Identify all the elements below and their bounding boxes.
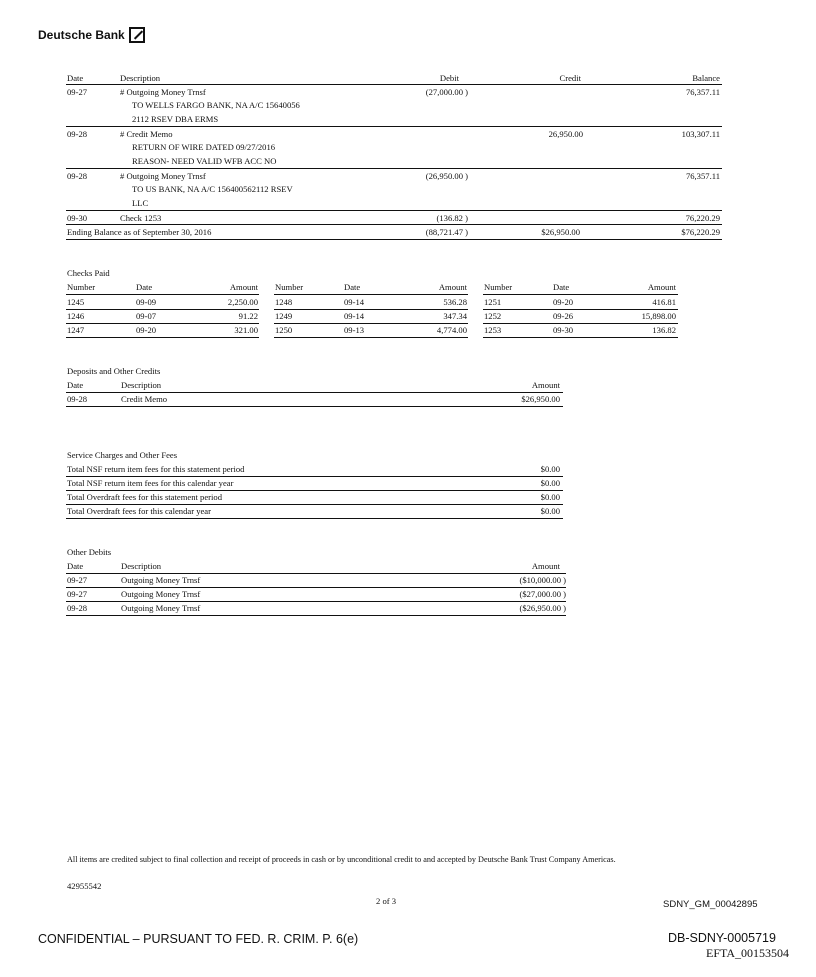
fee-amount: $0.00: [540, 506, 560, 516]
deposits-table: [66, 366, 563, 408]
section-title: Service Charges and Other Fees: [67, 450, 178, 460]
other-debits-table: [66, 547, 566, 617]
check-amount: 15,898.00: [641, 311, 676, 321]
efta-number: EFTA_00153504: [706, 946, 790, 960]
fee-label: Total Overdraft fees for this statement period: [67, 492, 222, 502]
debit-date: 09-28: [67, 603, 88, 613]
tx-debit: (136.82 ): [436, 213, 468, 223]
check-amount: 321.00: [234, 325, 258, 335]
deposit-amount: $26,950.00: [521, 394, 560, 404]
col-description-header: Description: [121, 561, 162, 571]
col-date-header: Date: [553, 282, 570, 292]
ending-debit-total: (88,721.47 ): [425, 227, 468, 237]
section-title: Other Debits: [67, 547, 112, 557]
col-amount-header: Amount: [647, 282, 676, 292]
debit-description: Outgoing Money Trnsf: [121, 589, 201, 599]
col-credit-header: Credit: [559, 73, 581, 83]
col-number-header: Number: [484, 282, 513, 292]
check-amount: 136.82: [652, 325, 676, 335]
debit-amount: ($10,000.00 ): [519, 575, 566, 585]
debit-date: 09-27: [67, 575, 88, 585]
check-number: 1249: [275, 311, 293, 321]
check-amount: 2,250.00: [227, 297, 258, 307]
col-date-header: Date: [136, 282, 153, 292]
check-number: 1247: [67, 325, 85, 335]
col-debit-header: Debit: [439, 73, 459, 83]
check-date: 09-20: [136, 325, 157, 335]
tx-description-detail: TO WELLS FARGO BANK, NA A/C 15640056: [132, 100, 300, 110]
col-date-header: Date: [67, 380, 84, 390]
tx-description: # Credit Memo: [120, 129, 173, 139]
debit-amount: ($27,000.00 ): [519, 589, 566, 599]
deutsche-bank-logo-icon: [129, 27, 145, 43]
disclaimer-note: All items are credited subject to final collection and receipt of proceeds in cash or by unconditional credit to and accepted by Deutsche Bank Trust Company Americas.: [67, 855, 616, 864]
check-amount: 416.81: [652, 297, 676, 307]
check-amount: 347.34: [443, 311, 467, 321]
check-date: 09-30: [553, 325, 574, 335]
debit-amount: ($26,950.00 ): [519, 603, 566, 613]
tx-date: 09-30: [67, 213, 88, 223]
tx-description-detail: RETURN OF WIRE DATED 09/27/2016: [132, 142, 276, 152]
fee-amount: $0.00: [540, 478, 560, 488]
col-balance-header: Balance: [692, 73, 720, 83]
tx-debit: (27,000.00 ): [425, 87, 468, 97]
tx-balance: 76,357.11: [685, 87, 720, 97]
bates-number-gm: SDNY_GM_00042895: [663, 899, 758, 910]
ending-balance-amount: $76,220.29: [681, 227, 720, 237]
col-number-header: Number: [275, 282, 304, 292]
page-number: 2 of 3: [376, 896, 397, 906]
tx-balance: 76,357.11: [685, 171, 720, 181]
check-amount: 91.22: [238, 311, 258, 321]
debit-description: Outgoing Money Trnsf: [121, 575, 201, 585]
check-date: 09-26: [553, 311, 574, 321]
deposit-date: 09-28: [67, 394, 88, 404]
tx-credit: 26,950.00: [548, 129, 583, 139]
check-date: 09-07: [136, 311, 157, 321]
check-number: 1251: [484, 297, 502, 307]
tx-description-detail: REASON- NEED VALID WFB ACC NO: [132, 156, 277, 166]
debit-description: Outgoing Money Trnsf: [121, 603, 201, 613]
check-date: 09-14: [344, 297, 365, 307]
tx-balance: 76,220.29: [685, 213, 720, 223]
transactions-table: [66, 73, 722, 243]
col-number-header: Number: [67, 282, 96, 292]
col-amount-header: Amount: [531, 561, 560, 571]
check-date: 09-14: [344, 311, 365, 321]
confidential-notice: CONFIDENTIAL – PURSUANT TO FED. R. CRIM. P. 6(e): [38, 932, 359, 946]
check-date: 09-09: [136, 297, 157, 307]
check-number: 1246: [67, 311, 85, 321]
tx-description-detail: LLC: [132, 198, 149, 208]
bank-name: Deutsche Bank: [38, 28, 125, 42]
col-amount-header: Amount: [531, 380, 560, 390]
section-title: Deposits and Other Credits: [67, 366, 161, 376]
ending-balance-label: Ending Balance as of September 30, 2016: [67, 227, 212, 237]
check-date: 09-20: [553, 297, 574, 307]
fee-label: Total NSF return item fees for this statement period: [67, 464, 245, 474]
check-number: 1250: [275, 325, 293, 335]
col-date-header: Date: [344, 282, 361, 292]
tx-balance: 103,307.11: [681, 129, 720, 139]
col-description-header: Description: [121, 380, 162, 390]
fee-label: Total Overdraft fees for this calendar year: [67, 506, 211, 516]
fees-table: [66, 450, 563, 520]
col-date-header: Date: [67, 561, 84, 571]
col-amount-header: Amount: [229, 282, 258, 292]
col-amount-header: Amount: [438, 282, 467, 292]
fee-amount: $0.00: [540, 492, 560, 502]
col-description-header: Description: [120, 73, 161, 83]
tx-description-detail: 2112 RSEV DBA ERMS: [132, 114, 219, 124]
tx-description-detail: TO US BANK, NA A/C 156400562112 RSEV: [132, 184, 293, 194]
tx-date: 09-27: [67, 87, 88, 97]
account-reference: 42955542: [67, 881, 102, 891]
tx-date: 09-28: [67, 171, 88, 181]
check-amount: 536.28: [443, 297, 467, 307]
section-title: Checks Paid: [67, 268, 110, 278]
fee-amount: $0.00: [540, 464, 560, 474]
ending-credit-total: $26,950.00: [541, 227, 580, 237]
bates-number-db: DB-SDNY-0005719: [668, 931, 776, 945]
checks-paid-table: [66, 268, 680, 338]
check-amount: 4,774.00: [436, 325, 467, 335]
tx-debit: (26,950.00 ): [425, 171, 468, 181]
tx-description: # Outgoing Money Trnsf: [120, 171, 206, 181]
check-number: 1248: [275, 297, 293, 307]
tx-description: Check 1253: [120, 213, 162, 223]
deposit-description: Credit Memo: [121, 394, 168, 404]
check-number: 1245: [67, 297, 85, 307]
tx-description: # Outgoing Money Trnsf: [120, 87, 206, 97]
col-date-header: Date: [67, 73, 84, 83]
check-number: 1252: [484, 311, 502, 321]
check-number: 1253: [484, 325, 502, 335]
debit-date: 09-27: [67, 589, 88, 599]
check-date: 09-13: [344, 325, 365, 335]
tx-date: 09-28: [67, 129, 88, 139]
fee-label: Total NSF return item fees for this calendar year: [67, 478, 234, 488]
